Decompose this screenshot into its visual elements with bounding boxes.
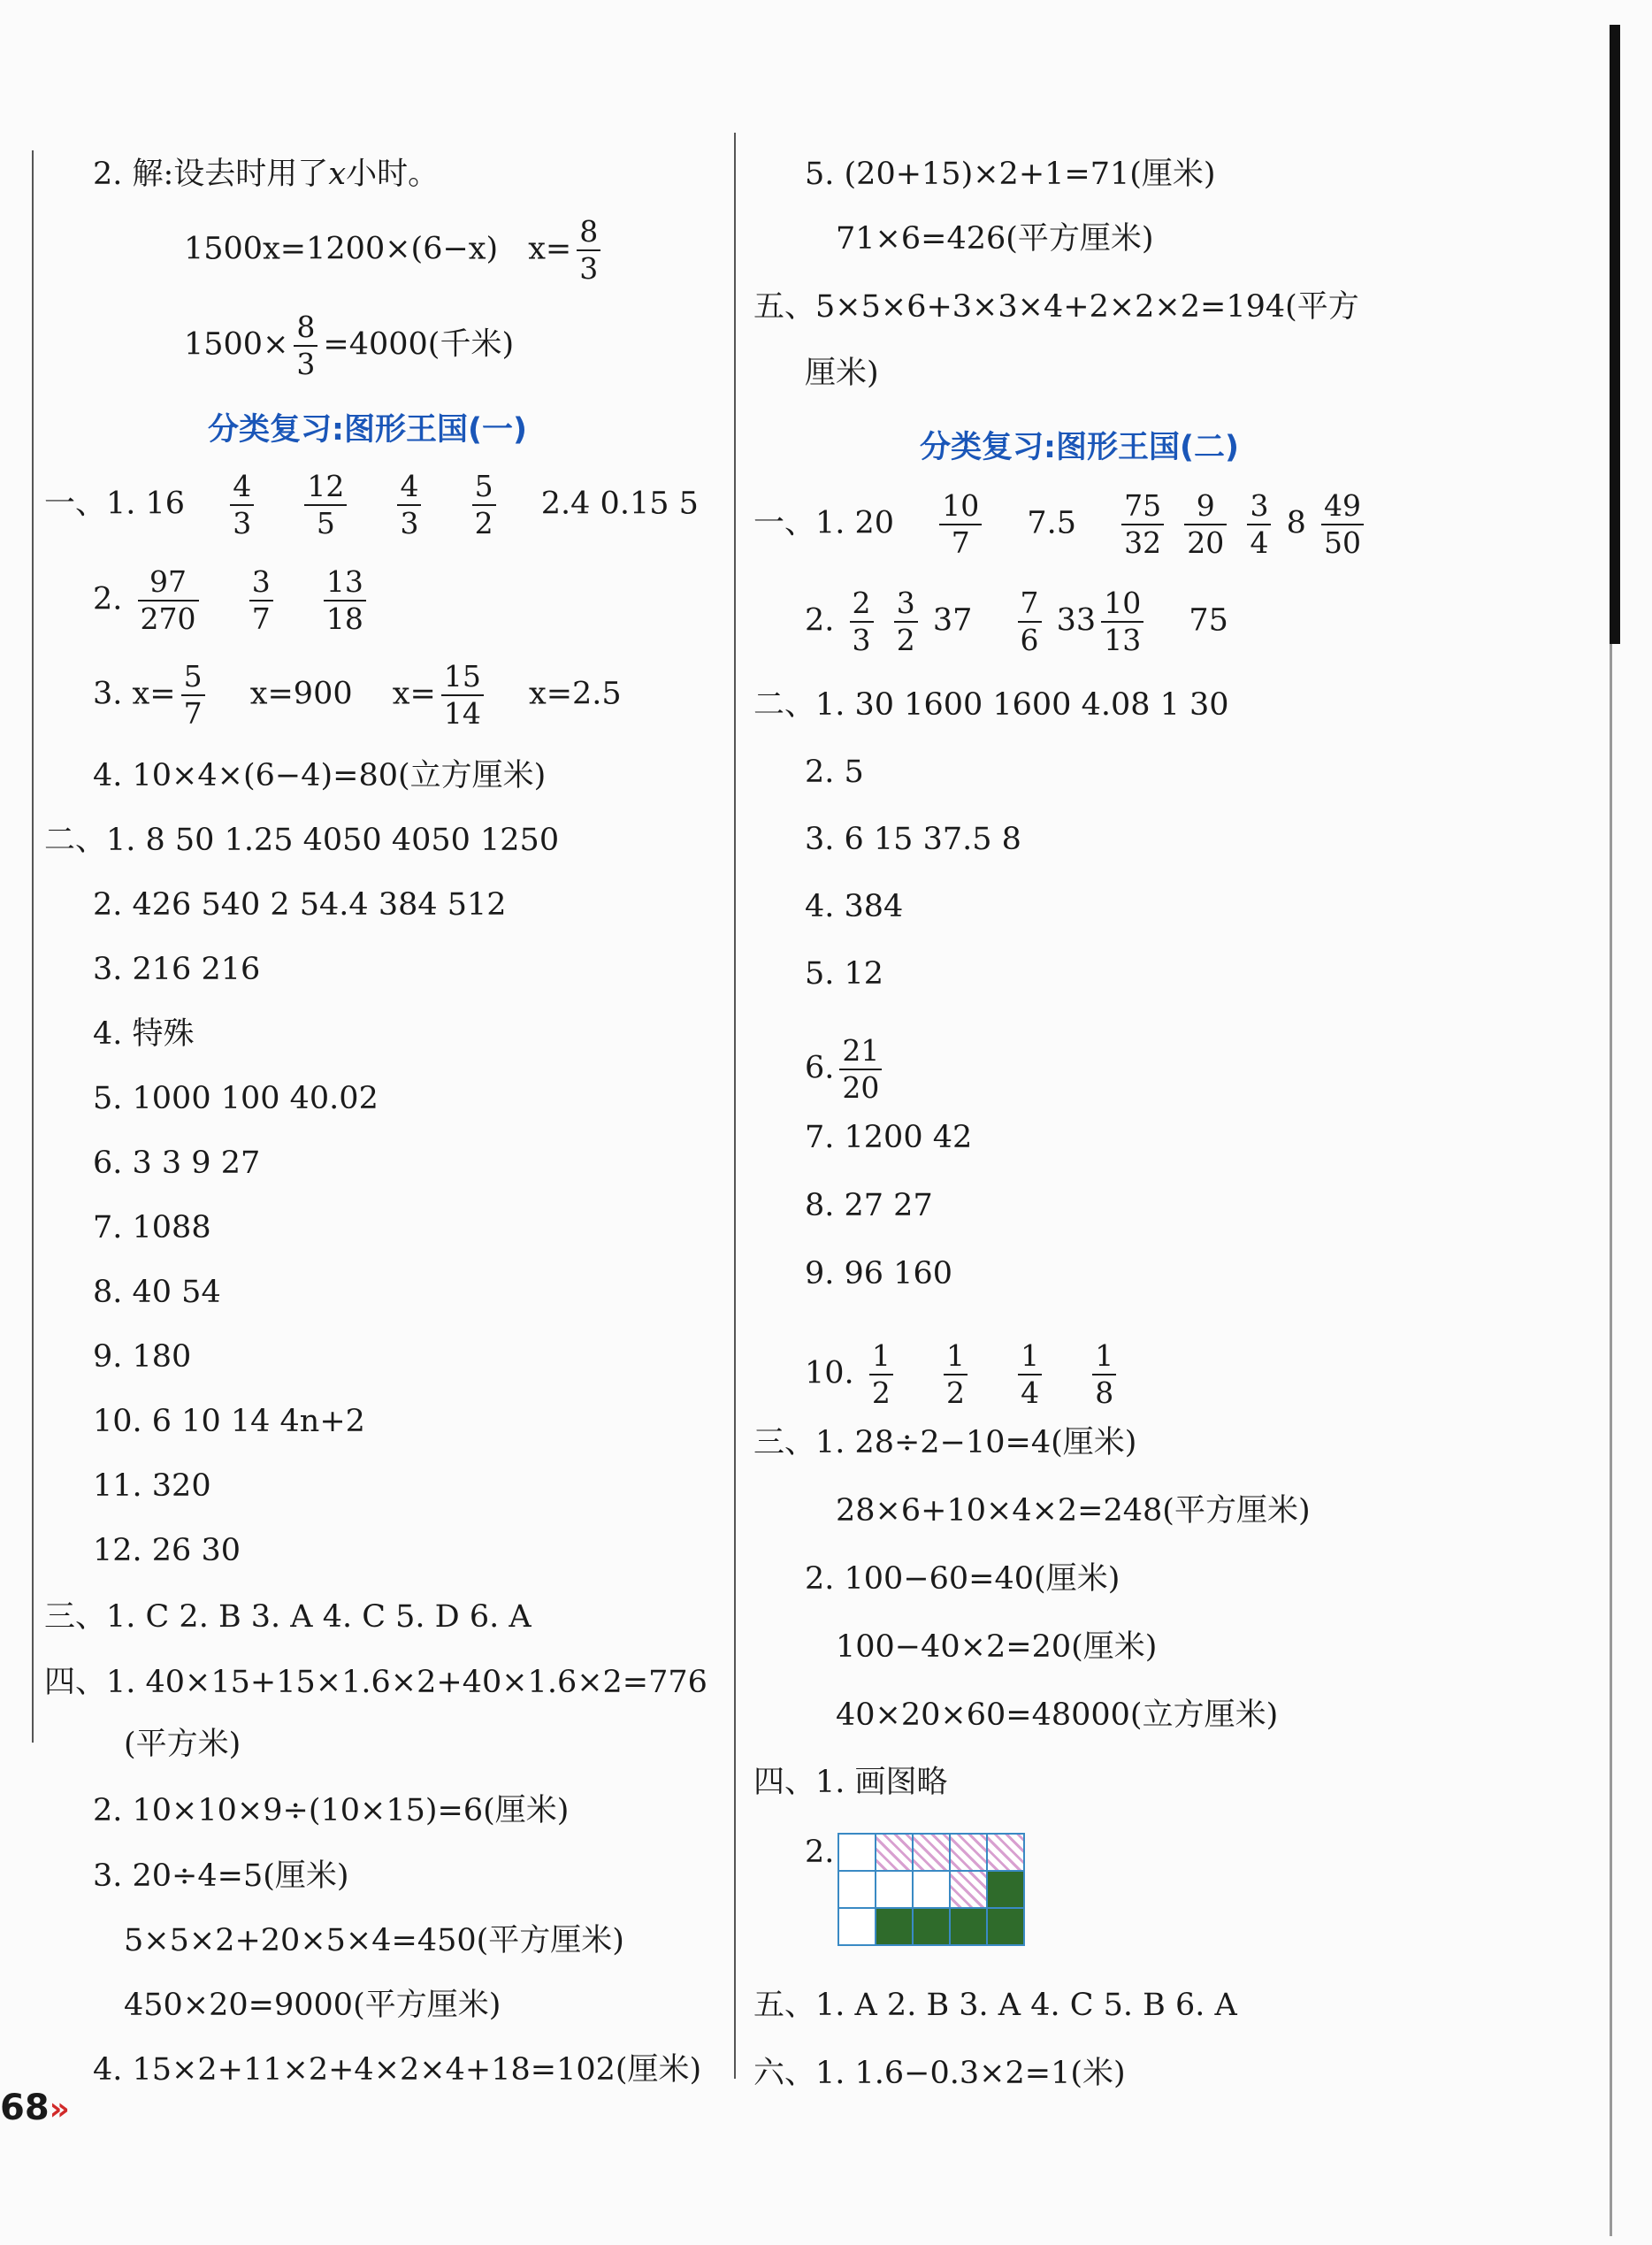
answer-4-3c: 450×20=9000(平方厘米) (124, 1988, 501, 2023)
grid-cell-hatched (986, 1833, 1025, 1872)
answer-4-3b: 5×5×2+20×5×4=450(平方厘米) (124, 1923, 624, 1958)
r-answer-4-1: 四、1. 画图略 (753, 1765, 948, 1800)
grid-cell (837, 1870, 876, 1909)
answer-2-4: 4. 特殊 (93, 1016, 195, 1052)
answer-1-1: 一、1. 16 $\frac{4}{3}$ $\frac{12}{5}$ $\frac{4}{3}$ $\frac{5}{2}$ 2.4 0.15 5 (44, 469, 699, 540)
left-margin-line (32, 150, 34, 1743)
grid-cell-filled (986, 1870, 1025, 1909)
answer-2-2: 2. 426 540 2 54.4 384 512 (93, 887, 507, 923)
r-answer-1-2: 2. $\frac{2}{3}$ $\frac{3}{2}$ 37 $\frac{7}{6}$ 33 $\frac{10}{13}$ 75 (805, 586, 1228, 657)
r-answer-6-1: 六、1. 1.6−0.3×2=1(米) (753, 2056, 1126, 2091)
column-divider (734, 133, 736, 2079)
grid-cell-hatched (912, 1833, 951, 1872)
answer-1-2: 2. $\frac{97}{270}$ $\frac{3}{7}$ $\frac{13}{18}$ (93, 564, 371, 637)
r-answer-3-1b: 28×6+10×4×2=248(平方厘米) (836, 1493, 1311, 1529)
grid-cell (837, 1907, 876, 1946)
grid-cell-filled (986, 1907, 1025, 1946)
answer-4-3a: 3. 20÷4=5(厘米) (93, 1858, 349, 1894)
answer-2-10: 10. 6 10 14 4n+2 (93, 1404, 365, 1439)
answer-1-3: 3. x= $\frac{5}{7}$ x=900 x= $\frac{15}{14}$ x=2.5 (93, 659, 622, 731)
r-answer-2-4: 4. 384 (805, 889, 904, 924)
grid-cell-hatched (875, 1833, 914, 1872)
section-title-2: 分类复习:图形王国(二) (920, 430, 1239, 465)
equation-1: 1500x=1200×(6−x) x= $\frac{8}{3}$ (184, 214, 606, 287)
page-arrow-icon: » (49, 2091, 70, 2127)
r-answer-5a: 5. (20+15)×2+1=71(厘米) (805, 157, 1216, 192)
section-title-1: 分类复习:图形王国(一) (208, 412, 527, 448)
answer-4-2: 2. 10×10×9÷(10×15)=6(厘米) (93, 1793, 570, 1828)
answer-2-11: 11. 320 (93, 1468, 211, 1504)
r-answer-2-9: 9. 96 160 (805, 1256, 952, 1291)
r-answer-2-2: 2. 5 (805, 755, 864, 790)
grid-cell-filled (912, 1907, 951, 1946)
answer-3: 三、1. C 2. B 3. A 4. C 5. D 6. A (44, 1599, 532, 1635)
r-answer-5: 五、1. A 2. B 3. A 4. C 5. B 6. A (753, 1988, 1237, 2023)
grid-cell (875, 1870, 914, 1909)
answer-2-3: 3. 216 216 (93, 952, 261, 987)
grid-cell-hatched (949, 1870, 988, 1909)
answer-2-12: 12. 26 30 (93, 1533, 241, 1568)
problem-2-line: 2. 解:设去时用了x小时。 (93, 157, 440, 192)
grid-cell-filled (875, 1907, 914, 1946)
r-answer-4-2-label: 2. (805, 1835, 835, 1870)
grid-cell-hatched (949, 1833, 988, 1872)
r-answer-wu-a: 五、5×5×6+3×3×4+2×2×2=194(平方 (753, 289, 1359, 325)
page-edge-bar (1610, 25, 1620, 644)
r-answer-3-2a: 2. 100−60=40(厘米) (805, 1561, 1120, 1597)
r-answer-3-2c: 40×20×60=48000(立方厘米) (836, 1697, 1279, 1733)
r-answer-3-1a: 三、1. 28÷2−10=4(厘米) (753, 1425, 1137, 1460)
answer-2-1: 二、1. 8 50 1.25 4050 4050 1250 (44, 823, 560, 858)
grid-cell-filled (949, 1907, 988, 1946)
page-edge-rule (1610, 644, 1612, 2236)
answer-2-9: 9. 180 (93, 1339, 192, 1375)
page-number (0, 2088, 70, 2128)
r-answer-5b: 71×6=426(平方厘米) (836, 221, 1154, 257)
answer-1-4: 4. 10×4×(6−4)=80(立方厘米) (93, 758, 547, 793)
r-answer-2-10: 10. $\frac{1}{2}$ $\frac{1}{2}$ $\frac{1}{4}$ $\frac{1}{8}$ (805, 1338, 1121, 1411)
grid-cell (912, 1870, 951, 1909)
r-answer-2-3: 3. 6 15 37.5 8 (805, 822, 1021, 857)
answer-2-5: 5. 1000 100 40.02 (93, 1081, 379, 1116)
answer-2-7: 7. 1088 (93, 1210, 211, 1245)
r-answer-2-5: 5. 12 (805, 956, 884, 992)
r-answer-2-7: 7. 1200 42 (805, 1120, 973, 1155)
answer-4-1a: 四、1. 40×15+15×1.6×2+40×1.6×2=776 (44, 1665, 707, 1700)
r-answer-2-6: 6. $\frac{21}{20}$ (805, 1033, 887, 1106)
r-answer-2-1: 二、1. 30 1600 1600 4.08 1 30 (753, 687, 1229, 723)
answer-4-4: 4. 15×2+11×2+4×2×4+18=102(厘米) (93, 2052, 702, 2088)
equation-2: 1500× $\frac{8}{3}$ =4000(千米) (184, 310, 515, 381)
r-answer-1-1: 一、1. 20 $\frac{10}{7}$ 7.5 $\frac{75}{32}$ $\frac{9}{20}$ $\frac{3}{4}$ 8 $\frac{49}{50}$ (753, 488, 1369, 561)
answer-4-1b: (平方米) (124, 1727, 241, 1762)
grid-cell (837, 1833, 876, 1872)
r-answer-2-8: 8. 27 27 (805, 1188, 933, 1223)
page-number-text: 68 (0, 2088, 50, 2128)
answer-2-6: 6. 3 3 9 27 (93, 1145, 261, 1181)
r-answer-wu-b: 厘米) (805, 356, 879, 391)
r-answer-3-2b: 100−40×2=20(厘米) (836, 1629, 1158, 1665)
answer-2-8: 8. 40 54 (93, 1275, 221, 1310)
